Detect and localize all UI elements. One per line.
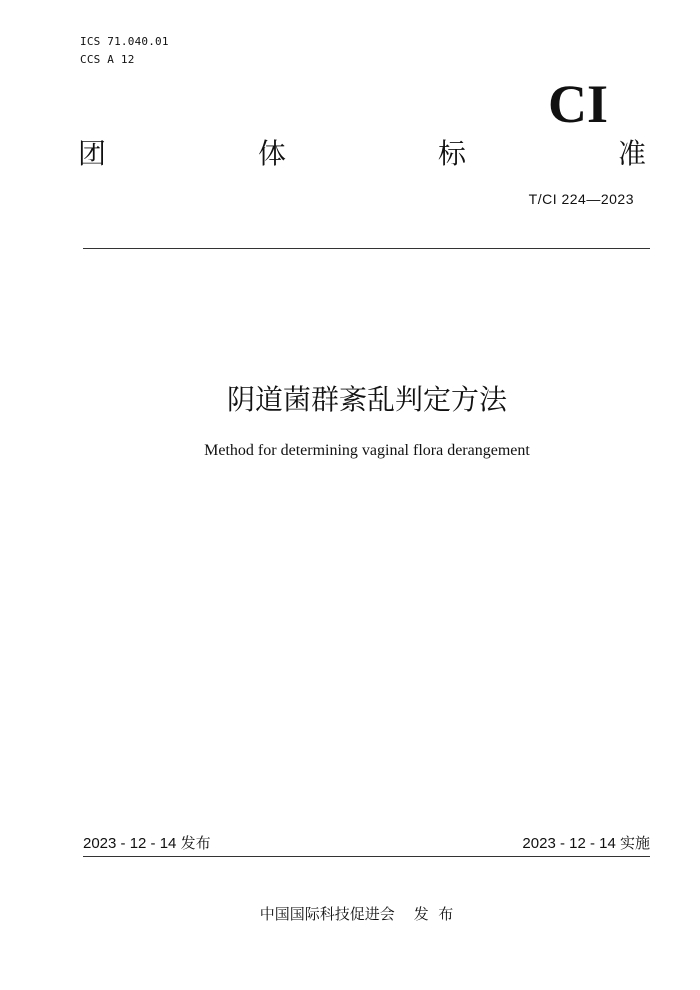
- document-title-english: Method for determining vaginal flora derangement: [204, 442, 530, 459]
- publisher: 中国国际科技促进会 发 布: [259, 905, 454, 923]
- ics-code: ICS 71.040.01: [80, 35, 169, 48]
- standard-type-char: 团: [78, 137, 107, 170]
- standard-type-char: 体: [257, 137, 286, 170]
- standard-number: T/CI 224—2023: [528, 191, 634, 207]
- ccs-code: CCS A 12: [80, 53, 135, 66]
- standard-type-heading: [78, 136, 646, 172]
- standard-type-char: 准: [617, 137, 646, 170]
- issue-date: 2023 - 12 - 14 发布: [83, 835, 211, 852]
- top-divider: [83, 248, 650, 249]
- document-title-chinese: 阴道菌群紊乱判定方法: [226, 383, 507, 416]
- standard-type-char: 标: [437, 137, 466, 170]
- ci-logo: CI: [547, 74, 608, 134]
- bottom-divider: [83, 856, 650, 857]
- implementation-date: 2023 - 12 - 14 实施: [522, 835, 650, 852]
